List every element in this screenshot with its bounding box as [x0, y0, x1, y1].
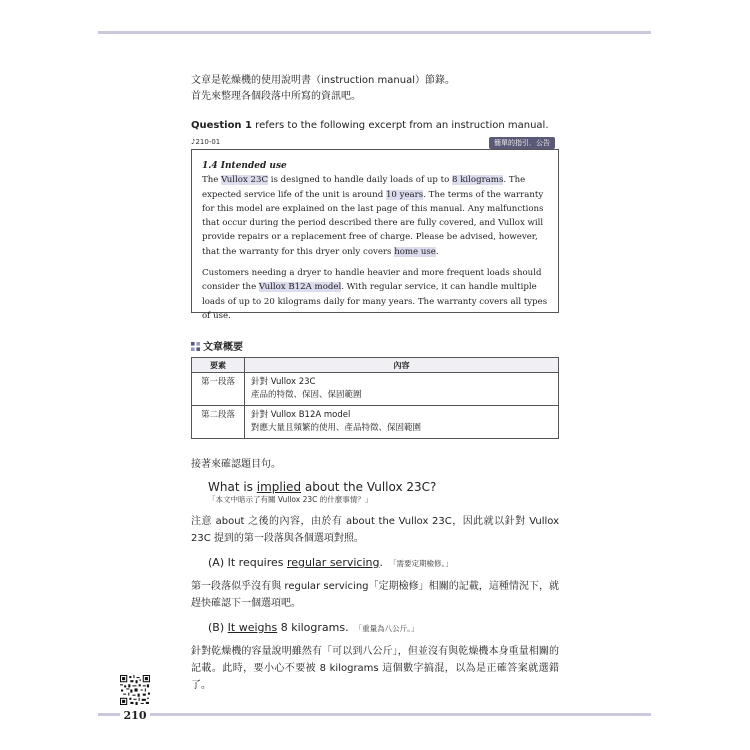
intro-line-1: 文章是乾燥機的使用說明書（instruction manual）節錄。	[191, 75, 455, 86]
top-rule	[98, 31, 651, 34]
excerpt-paragraph-2	[202, 266, 548, 323]
bottom-rule-left	[98, 713, 120, 716]
excerpt-paragraph-1	[202, 173, 548, 259]
option-translation: 「重量為八公斤。」	[354, 624, 419, 633]
qr-code-icon	[120, 675, 150, 705]
highlight: home use	[394, 246, 436, 257]
underlined-text: regular servicing	[287, 556, 380, 569]
text: What is	[208, 480, 257, 494]
option-a	[208, 556, 453, 569]
summary-title-text: 文章概要	[203, 342, 243, 353]
text: is designed to handle daily loads of up to	[268, 175, 452, 186]
confirm-text: 接著來確認題目句。	[191, 459, 281, 470]
question-sentence	[208, 480, 436, 494]
row-content	[245, 373, 559, 406]
row-content-line: 產品的特徵、保固、保固範圍	[251, 390, 362, 400]
text: . The expected service life of the unit is around	[202, 175, 526, 200]
intro-text	[191, 73, 455, 105]
excerpt-box	[191, 149, 559, 321]
intro-line-2: 首先來整理各個段落中所寫的資訊吧。	[191, 91, 361, 102]
row-content-line: 針對 Vullox B12A model	[251, 410, 351, 420]
underlined-text: implied	[256, 480, 302, 494]
row-key: 第一段落	[192, 373, 245, 406]
table-row	[192, 373, 559, 406]
highlight: Vullox B12A model	[258, 282, 342, 293]
excerpt-heading: 1.4 Intended use	[202, 161, 287, 171]
option-b	[208, 621, 418, 634]
row-content-line: 針對 Vullox 23C	[251, 377, 316, 387]
row-content-line: 對應大量且頻繁的使用、產品特徵、保固範圍	[251, 423, 422, 433]
underlined-text: It weighs	[227, 621, 278, 634]
question-header-rest: refers to the following excerpt from an instruction manual.	[252, 120, 549, 131]
row-key: 第二段落	[192, 406, 245, 439]
summary-title	[191, 338, 243, 353]
column-header: 要素	[192, 358, 245, 373]
option-translation: 「需要定期檢修。」	[388, 559, 453, 568]
table-row	[192, 406, 559, 439]
text: .	[379, 556, 383, 569]
text: (A) It requires	[208, 556, 287, 569]
highlight: Vullox 23C	[221, 175, 269, 186]
explanation-paragraph-2: 第一段落似乎沒有與 regular servicing「定期檢修」相關的記載，這種情況下，就趕快確認下一個選項吧。	[191, 581, 559, 609]
column-header: 內容	[245, 358, 559, 373]
row-content	[245, 406, 559, 439]
text: . The terms of the warranty for this model are explained on the last page of this manual. Any malfunctions that occur during the period described there are fully covered, and Vullox will provide repairs or a replacement free of charge. Please be advised, however, that the warranty for this dryer only covers	[202, 189, 544, 257]
page-number: 210	[120, 709, 150, 723]
text: about the Vullox 23C?	[301, 480, 437, 494]
highlight: 8 kilograms	[452, 175, 504, 186]
text: The	[202, 175, 222, 186]
summary-table	[191, 357, 559, 439]
text: . With regular service, it can handle multiple loads of up to 20 kilograms daily for many years. The warranty covers all types of use.	[202, 282, 548, 321]
category-tag: 簡單的指引．公告	[489, 137, 555, 149]
bottom-rule	[150, 713, 651, 716]
question-header	[191, 120, 549, 131]
text: 8 kilograms.	[277, 621, 349, 634]
text: .	[435, 246, 439, 257]
audio-track-label: ♪210-01	[191, 138, 221, 146]
text: (B)	[208, 621, 228, 634]
highlight: 10 years	[385, 189, 424, 200]
table-header-row	[192, 358, 559, 373]
question-translation: 「本文中暗示了有關 Vullox 23C 的什麼事情？」	[208, 495, 373, 504]
grid-icon	[191, 342, 200, 351]
explanation-paragraph-3: 針對乾燥機的容量說明雖然有「可以到八公斤」，但並沒有與乾燥機本身重量相關的記載。此時，要小心不要被 8 kilograms 這個數字搞混，以為是正確答案就選錯了。	[191, 646, 559, 691]
question-number: Question 1	[191, 120, 252, 131]
explanation-paragraph-1: 注意 about 之後的內容，由於有 about the Vullox 23C，因此就以針對 Vullox 23C 提到的第一段落與各個選項對照。	[191, 516, 559, 544]
text: Customers needing a dryer to handle heavier and more frequent loads should consider the	[202, 268, 542, 293]
